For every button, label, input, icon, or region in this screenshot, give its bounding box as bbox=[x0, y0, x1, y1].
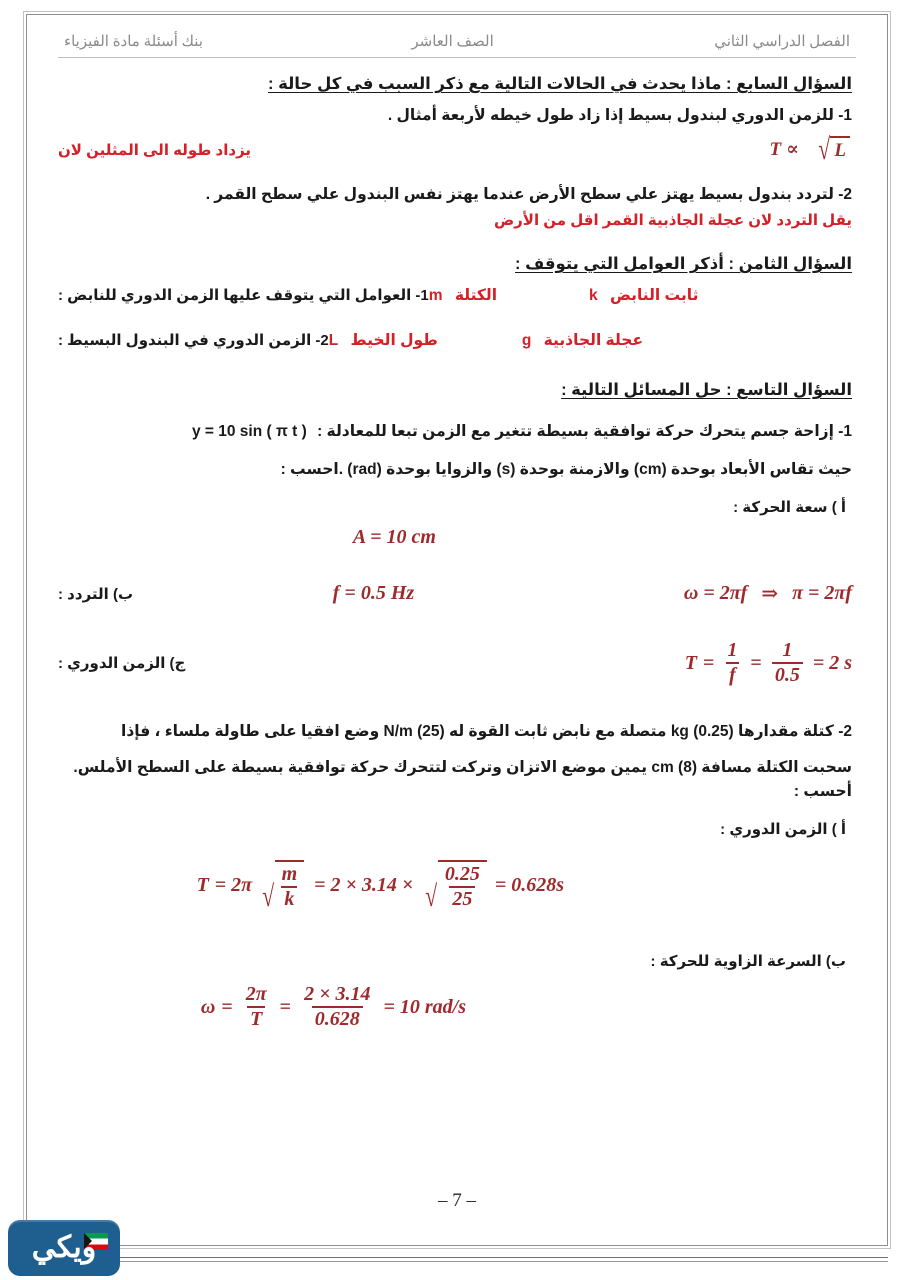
header-term: الفصل الدراسي الثاني bbox=[714, 34, 850, 50]
period-symbol-T: T bbox=[196, 873, 209, 896]
wiki-logo-text: ويكي bbox=[31, 1231, 97, 1264]
question-7-item-2: 2- لتردد بندول بسيط يهتز علي سطح الأرض عندما يهتز نفس البندول علي سطح القمر . bbox=[205, 186, 852, 204]
question-9-p1-part-a-formula: A = 10 cm bbox=[352, 526, 436, 549]
fraction-numerator: 1 bbox=[727, 639, 738, 662]
question-8-row-2-answer-a-label: طول الخيط bbox=[350, 332, 438, 350]
question-7-answer-2-row bbox=[58, 211, 852, 230]
fraction-denominator: 0.5 bbox=[772, 662, 803, 686]
sqrt-radicand-L: L bbox=[830, 136, 850, 163]
fraction-628-values bbox=[301, 984, 373, 1030]
fraction-numerator: 0.25 bbox=[444, 863, 480, 886]
fraction-denominator: T bbox=[247, 1006, 265, 1030]
proportional-to-icon: ∝ bbox=[786, 139, 799, 161]
question-8-row-1-answer-b bbox=[589, 286, 698, 305]
page-number: – 7 – bbox=[438, 1190, 476, 1211]
question-8-row-1-answer-a-symbol: m bbox=[428, 287, 443, 305]
question-9-p1-part-b-label: ب) التردد : bbox=[58, 585, 134, 603]
question-9-problem-1-units: حيث تقاس الأبعاد بوحدة (cm) والازمنة بوحدة (s) والزوايا بوحدة (rad) .احسب : bbox=[280, 461, 852, 479]
question-8-row-2-answer-a-symbol: L bbox=[328, 332, 339, 350]
fraction-denominator: 25 bbox=[449, 886, 475, 910]
equals-sign-2: = bbox=[279, 995, 292, 1018]
equals-sign-1: = bbox=[703, 651, 715, 674]
angular-velocity-result: = 10 rad/s bbox=[383, 995, 466, 1018]
period-result: = 0.628s bbox=[494, 873, 564, 896]
substitution-expression: = 2 × 3.14 × bbox=[314, 873, 414, 896]
fraction-denominator: f bbox=[726, 662, 739, 686]
fraction-numerator: 2π bbox=[245, 983, 267, 1006]
fraction-numerator: m bbox=[281, 863, 298, 886]
fraction-one-over-half bbox=[772, 640, 803, 686]
question-8-title: السؤال الثامن : أذكر العوامل التي يتوقف : bbox=[515, 255, 852, 274]
document-header bbox=[58, 32, 856, 58]
sqrt-radicand-m-over-k bbox=[275, 860, 305, 910]
fraction-denominator: 0.628 bbox=[312, 1006, 363, 1030]
question-8-row-1-answer-b-symbol: k bbox=[589, 287, 598, 305]
radical-icon: √ bbox=[425, 880, 438, 914]
fraction-two-pi-over-T bbox=[243, 984, 270, 1030]
fraction-one-over-f bbox=[724, 640, 740, 686]
question-9-problem-2-line-1: 2- كتلة مقدارها kg (0.25) متصلة مع نابض ثابت القوة له N/m (25) وضع افقيا على طاولة ملساء ، فإذا bbox=[121, 723, 852, 741]
omega-equation: ω = 2πf bbox=[683, 582, 748, 605]
question-9-p2-part-b-answer-row bbox=[58, 984, 856, 1030]
question-9-p1-part-c-formula bbox=[685, 640, 852, 686]
wiki-logo[interactable] bbox=[8, 1220, 120, 1276]
two-pi-term: = 2π bbox=[214, 873, 253, 896]
question-9-p2-part-a-answer-row bbox=[58, 860, 856, 914]
question-8-row-1-answer-b-label: ثابت النابض bbox=[609, 287, 699, 305]
footer-divider bbox=[26, 1257, 888, 1258]
fraction-025-over-25 bbox=[442, 864, 483, 910]
question-9-p2-part-a-label: أ ) الزمن الدوري : bbox=[720, 821, 846, 839]
fraction-denominator: k bbox=[281, 886, 297, 910]
fraction-numerator: 2 × 3.14 bbox=[304, 983, 371, 1006]
question-8-row-1-prompt: 1- العوامل التي يتوقف عليها الزمن الدوري للنابض : bbox=[58, 287, 429, 305]
fraction-numerator: 1 bbox=[782, 639, 793, 662]
pi-equation: π = 2πf bbox=[792, 582, 852, 605]
question-8-row-2-answer-b-symbol: g bbox=[521, 332, 532, 350]
sqrt-values-group bbox=[423, 860, 486, 914]
question-9-p1-part-b-row bbox=[58, 581, 852, 606]
radical-icon: √ bbox=[818, 133, 831, 167]
question-8-row-1-answer-a bbox=[429, 286, 497, 305]
question-8-row-2-answer-b-label: عجلة الجاذبية bbox=[543, 332, 644, 350]
question-9-p2-part-b-label: ب) السرعة الزاوية للحركة : bbox=[650, 953, 846, 971]
question-9-p1-part-c-label: ج) الزمن الدوري : bbox=[58, 655, 186, 673]
question-8-row-1 bbox=[58, 286, 852, 305]
formula-symbol-T: T bbox=[769, 138, 782, 160]
question-9-p1-part-a-label: أ ) سعة الحركة : bbox=[733, 499, 846, 517]
question-9-p2-part-b-formula bbox=[201, 984, 466, 1030]
question-8-row-1-answer-a-label: الكتلة bbox=[454, 287, 498, 305]
question-9-problem-1-statement bbox=[58, 420, 852, 444]
question-8-row-2-answer-b bbox=[522, 331, 643, 350]
radical-icon: √ bbox=[262, 880, 275, 914]
period-result: = 2 s bbox=[812, 651, 852, 674]
question-9-p1-part-b-result: f = 0.5 Hz bbox=[332, 582, 415, 605]
question-7-answer-1-text: يزداد طوله الى المثلين لان bbox=[58, 141, 252, 159]
equals-sign-2: = bbox=[750, 651, 762, 674]
question-7-title: السؤال السابع : ماذا يحدث في الحالات التالية مع ذكر السبب في كل حالة : bbox=[268, 75, 852, 93]
question-9-p1-part-c-row bbox=[58, 640, 852, 686]
question-9-p1-part-a-answer-row bbox=[58, 526, 856, 549]
question-8-row-2-answer-a bbox=[329, 331, 438, 350]
question-7-item-1: 1- للزمن الدوري لبندول بسيط إذا زاد طول خيطه لأربعة أمثال . bbox=[387, 107, 852, 124]
question-9-problem-1-equation: y = 10 sin ( π t ) bbox=[191, 423, 307, 441]
period-symbol-T: T bbox=[684, 651, 697, 674]
sqrt-L-group bbox=[816, 133, 850, 167]
question-9-title: السؤال التاسع : حل المسائل التالية : bbox=[561, 381, 852, 400]
angular-velocity-symbol: ω bbox=[200, 995, 216, 1018]
header-grade: الصف العاشر bbox=[411, 34, 494, 50]
sqrt-radicand-values bbox=[438, 860, 487, 910]
document-sheet bbox=[30, 18, 884, 1242]
sqrt-m-over-k-group bbox=[260, 860, 304, 914]
implies-arrow-icon: ⇒ bbox=[761, 583, 779, 606]
equals-sign-1: = bbox=[221, 995, 233, 1018]
header-subject: بنك أسئلة مادة الفيزياء bbox=[64, 34, 203, 50]
question-8-row-2-prompt: 2- الزمن الدوري في البندول البسيط : bbox=[58, 332, 329, 350]
question-7-answer-2-text: يقل التردد لان عجلة الجاذبية القمر اقل من الأرض bbox=[493, 212, 852, 230]
question-8-row-2 bbox=[58, 331, 852, 350]
question-9-p1-part-b-work bbox=[684, 581, 852, 606]
question-7-answer-1-row bbox=[58, 133, 852, 167]
question-9-p2-part-a-formula bbox=[196, 860, 564, 914]
question-9-problem-2-line-2: سحبت الكتلة مسافة cm (8) يمين موضع الاتزان وتركت لتتحرك حركة توافقية بسيطة على السطح الأملس. أحسب : bbox=[73, 759, 852, 801]
fraction-m-over-k bbox=[279, 864, 301, 910]
question-7-answer-1-formula bbox=[769, 133, 852, 167]
question-9-problem-1-text: 1- إزاحة جسم يتحرك حركة توافقية بسيطة تتغير مع الزمن تبعا للمعادلة : bbox=[317, 423, 852, 441]
